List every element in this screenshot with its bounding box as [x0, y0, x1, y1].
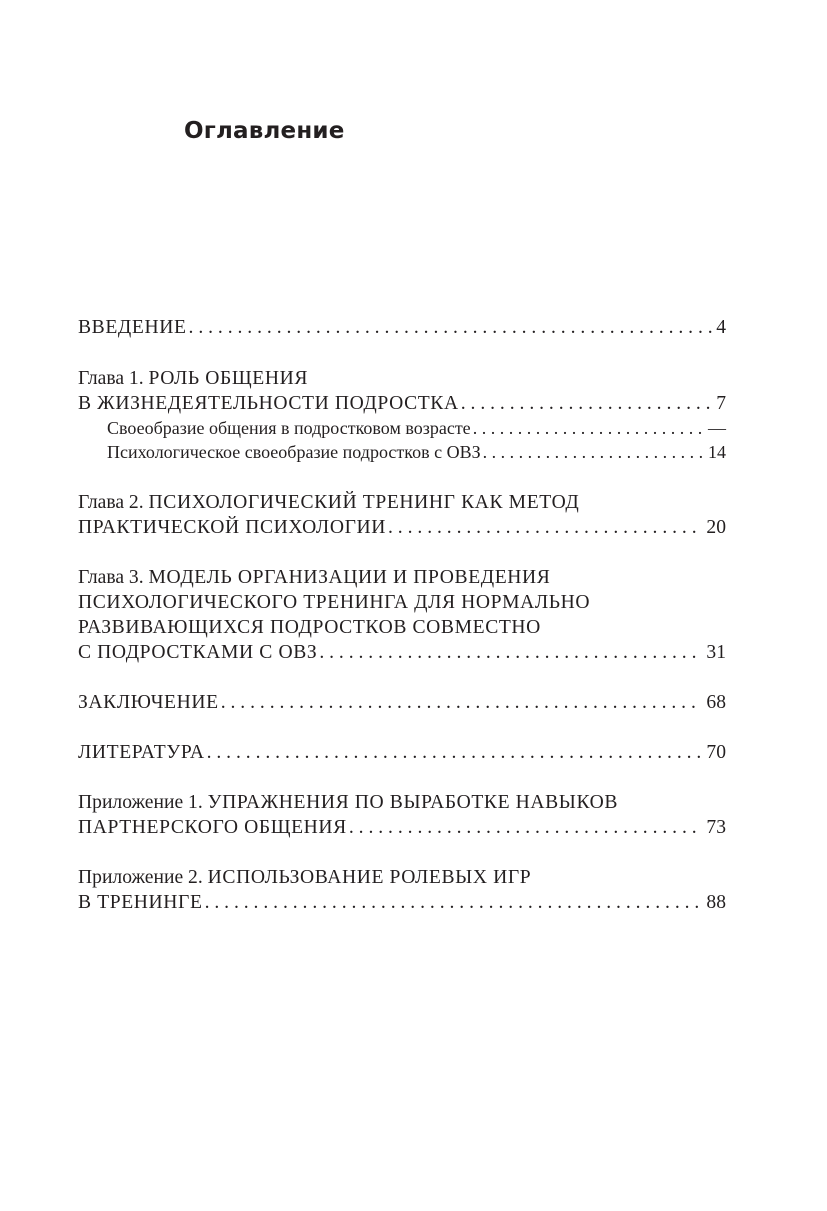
dot-leader: [319, 640, 702, 665]
toc-page-number: 31: [706, 642, 726, 663]
toc-entry-title: УПРАЖНЕНИЯ ПО ВЫРАБОТКЕ НАВЫКОВ: [207, 792, 619, 813]
toc-entry-title: МОДЕЛЬ ОРГАНИЗАЦИИ И ПРОВЕДЕНИЯ: [148, 567, 551, 588]
toc-page-number: 14: [708, 442, 726, 462]
toc-entry-prefix: Приложение 2.: [78, 867, 203, 888]
toc-subentry[interactable]: [78, 440, 726, 464]
toc-page-number: 4: [716, 317, 726, 338]
toc-entry-prefix: Глава 2.: [78, 492, 144, 513]
toc-entry-literature[interactable]: [78, 740, 726, 765]
toc-entry-title: ВВЕДЕНИЕ: [78, 317, 187, 338]
toc-page-number: 88: [706, 892, 726, 913]
toc-entry-title: ЛИТЕРАТУРА: [78, 742, 205, 763]
toc-entry-prefix: Глава 1.: [78, 368, 144, 389]
toc-entry-title: ПСИХОЛОГИЧЕСКИЙ ТРЕНИНГ КАК МЕТОД: [148, 492, 580, 513]
toc-page-number: —: [708, 418, 726, 438]
dot-leader: [388, 515, 702, 540]
toc-subentry[interactable]: [78, 416, 726, 440]
toc-entry-chapter-1[interactable]: [78, 366, 726, 464]
toc-entry-prefix: Глава 3.: [78, 567, 144, 588]
dot-leader: [221, 690, 703, 715]
toc-subentry-title: Своеобразие общения в подростковом возрасте: [107, 418, 471, 438]
toc-subentry-title: Психологическое своеобразие подростков с ОВЗ: [107, 442, 481, 462]
toc-page-number: 70: [706, 742, 726, 763]
toc-entry-title-cont: В ЖИЗНЕДЕЯТЕЛЬНОСТИ ПОДРОСТКА: [78, 393, 459, 414]
toc-entry-title: ЗАКЛЮЧЕНИЕ: [78, 692, 219, 713]
toc-page-number: 7: [716, 393, 726, 414]
toc-page-number: 73: [706, 817, 726, 838]
toc-page-number: 68: [706, 692, 726, 713]
dot-leader: [349, 815, 703, 840]
dot-leader: [473, 416, 704, 440]
toc-entry-title-cont: ПАРТНЕРСКОГО ОБЩЕНИЯ: [78, 817, 347, 838]
toc-entry-chapter-3[interactable]: [78, 565, 726, 665]
toc-entry-appendix-2[interactable]: [78, 865, 726, 915]
toc-entry-title-cont: С ПОДРОСТКАМИ С ОВЗ: [78, 642, 318, 663]
dot-leader: [205, 890, 703, 915]
toc-entry-intro[interactable]: [78, 315, 726, 340]
toc-entry-title-cont: РАЗВИВАЮЩИХСЯ ПОДРОСТКОВ СОВМЕСТНО: [78, 617, 541, 638]
toc-entry-title: ИСПОЛЬЗОВАНИЕ РОЛЕВЫХ ИГР: [207, 867, 532, 888]
toc-entry-conclusion[interactable]: [78, 690, 726, 715]
toc-entry-title: РОЛЬ ОБЩЕНИЯ: [148, 368, 308, 389]
toc-entry-title-cont: ПСИХОЛОГИЧЕСКОГО ТРЕНИНГА ДЛЯ НОРМАЛЬНО: [78, 592, 591, 613]
toc-entry-chapter-2[interactable]: [78, 490, 726, 540]
dot-leader: [483, 440, 704, 464]
toc-entry-prefix: Приложение 1.: [78, 792, 203, 813]
dot-leader: [207, 740, 703, 765]
toc-entry-title-cont: ПРАКТИЧЕСКОЙ ПСИХОЛОГИИ: [78, 517, 386, 538]
page-title: Оглавление: [184, 118, 345, 144]
toc-entry-appendix-1[interactable]: [78, 790, 726, 840]
dot-leader: [189, 315, 713, 340]
toc-entry-title-cont: В ТРЕНИНГЕ: [78, 892, 203, 913]
dot-leader: [461, 391, 712, 416]
toc-page-number: 20: [706, 517, 726, 538]
